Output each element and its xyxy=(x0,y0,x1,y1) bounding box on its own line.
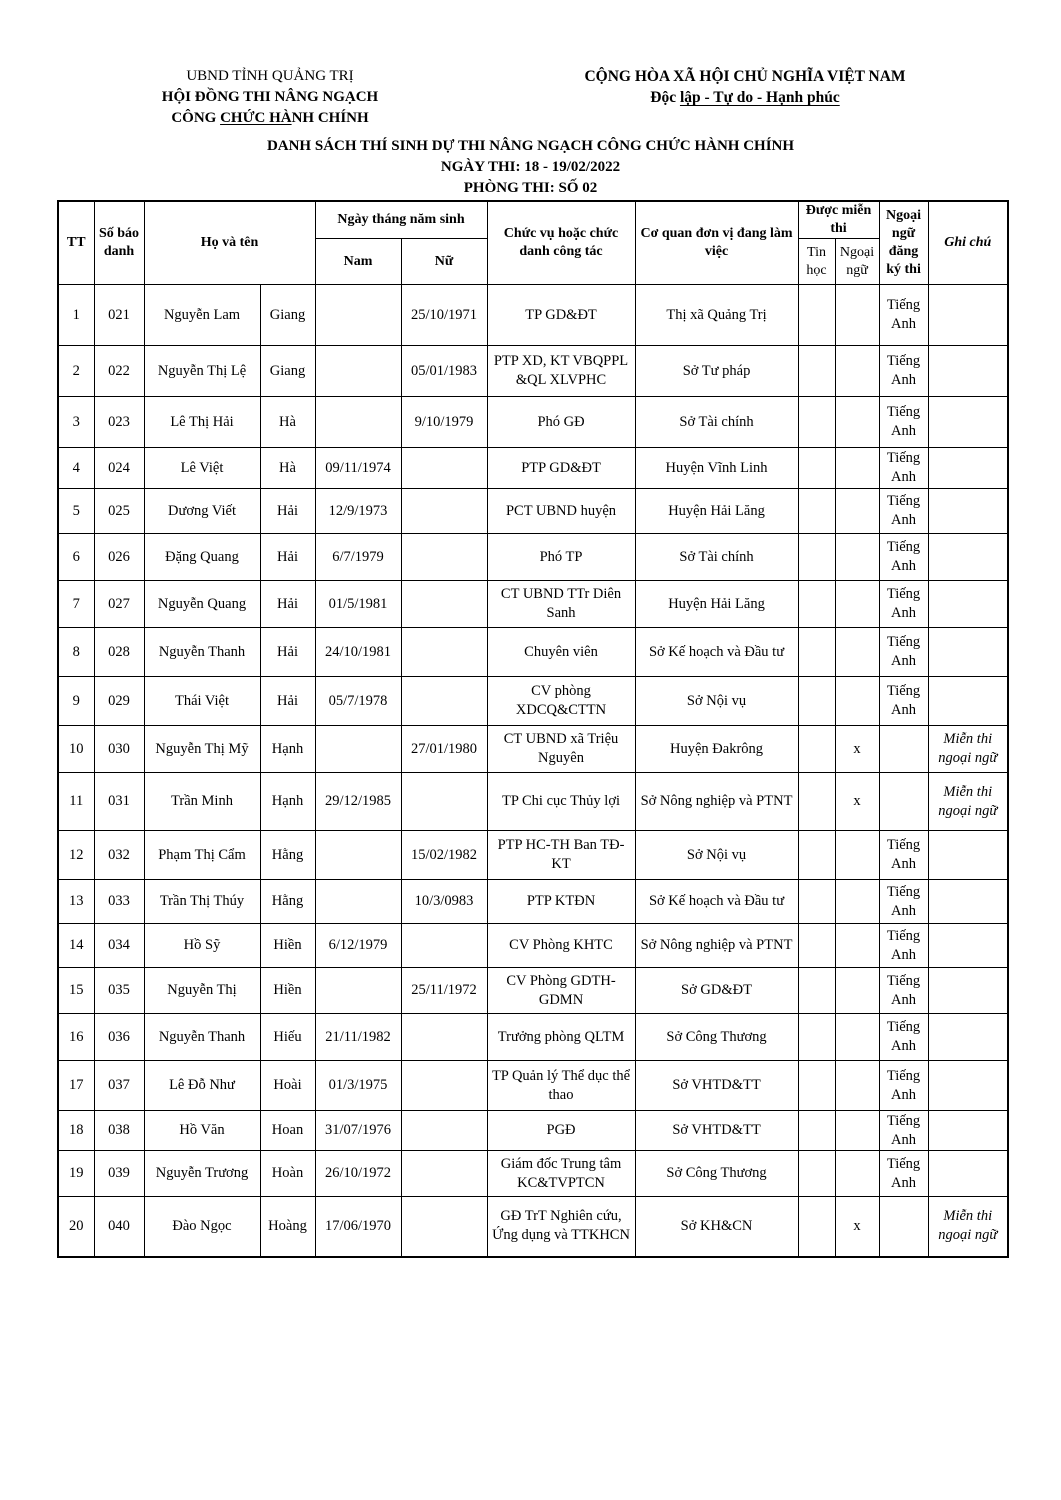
row-number: 13 xyxy=(58,880,94,924)
nation-line-2-underlined: lập - Tự do - Hạnh phúc xyxy=(679,89,840,106)
exempt-it xyxy=(798,1111,835,1151)
row-number: 6 xyxy=(58,534,94,581)
dob-female xyxy=(401,677,487,726)
candidate-number: 026 xyxy=(94,534,144,581)
agency: Thị xã Quảng Trị xyxy=(635,285,798,346)
exempt-lang xyxy=(835,534,879,581)
exempt-it xyxy=(798,397,835,448)
row-number: 18 xyxy=(58,1111,94,1151)
candidate-given-name: Hiền xyxy=(260,968,315,1014)
row-number: 5 xyxy=(58,489,94,534)
agency: Huyện Vĩnh Linh xyxy=(635,448,798,489)
col-name: Họ và tên xyxy=(144,201,315,285)
table-row xyxy=(58,489,1008,534)
col-lang-reg: Ngoại ngữ đăng ký thi xyxy=(879,201,928,285)
position: PCT UBND huyện xyxy=(487,489,635,534)
position: Phó TP xyxy=(487,534,635,581)
exempt-lang xyxy=(835,489,879,534)
lang-registered: Tiếng Anh xyxy=(879,534,928,581)
exempt-it xyxy=(798,1014,835,1061)
dob-male: 01/5/1981 xyxy=(315,581,401,628)
position: CT UBND xã Triệu Nguyên xyxy=(487,726,635,773)
exempt-lang: x xyxy=(835,773,879,831)
lang-registered: Tiếng Anh xyxy=(879,924,928,968)
table-row xyxy=(58,1197,1008,1257)
exempt-it xyxy=(798,924,835,968)
dob-male xyxy=(315,285,401,346)
dob-female: 15/02/1982 xyxy=(401,831,487,880)
candidate-name: Đào Ngọc xyxy=(144,1197,260,1257)
agency: Huyện Đakrông xyxy=(635,726,798,773)
candidate-number: 028 xyxy=(94,628,144,677)
lang-registered: Tiếng Anh xyxy=(879,448,928,489)
lang-registered: Tiếng Anh xyxy=(879,880,928,924)
position: Chuyên viên xyxy=(487,628,635,677)
position: Trưởng phòng QLTM xyxy=(487,1014,635,1061)
exempt-lang: x xyxy=(835,1197,879,1257)
exempt-it xyxy=(798,968,835,1014)
lang-registered: Tiếng Anh xyxy=(879,581,928,628)
lang-registered: Tiếng Anh xyxy=(879,628,928,677)
org-line-3-underlined: CHỨC HÀ xyxy=(220,110,292,126)
position: CV Phòng KHTC xyxy=(487,924,635,968)
dob-male xyxy=(315,346,401,397)
candidate-number: 037 xyxy=(94,1061,144,1111)
agency: Sở Công Thương xyxy=(635,1151,798,1197)
exempt-lang xyxy=(835,346,879,397)
agency: Huyện Hải Lăng xyxy=(635,581,798,628)
candidate-given-name: Hạnh xyxy=(260,773,315,831)
note xyxy=(928,534,1008,581)
table-row xyxy=(58,924,1008,968)
agency: Sở Tài chính xyxy=(635,397,798,448)
lang-registered: Tiếng Anh xyxy=(879,1061,928,1111)
position: PTP GD&ĐT xyxy=(487,448,635,489)
table-row xyxy=(58,448,1008,489)
agency: Sở Nội vụ xyxy=(635,831,798,880)
exempt-it xyxy=(798,677,835,726)
row-number: 20 xyxy=(58,1197,94,1257)
candidate-name: Nguyễn Thanh xyxy=(144,628,260,677)
note xyxy=(928,448,1008,489)
row-number: 12 xyxy=(58,831,94,880)
row-number: 19 xyxy=(58,1151,94,1197)
agency: Sở VHTD&TT xyxy=(635,1061,798,1111)
org-line-3-pre: CÔNG xyxy=(171,110,221,126)
table-row xyxy=(58,968,1008,1014)
candidate-number: 022 xyxy=(94,346,144,397)
exempt-it xyxy=(798,880,835,924)
exam-room: PHÒNG THI: SỐ 02 xyxy=(463,180,598,196)
lang-registered: Tiếng Anh xyxy=(879,1151,928,1197)
candidate-number: 032 xyxy=(94,831,144,880)
candidate-number: 033 xyxy=(94,880,144,924)
exempt-lang xyxy=(835,968,879,1014)
dob-female xyxy=(401,1197,487,1257)
row-number: 15 xyxy=(58,968,94,1014)
dob-male: 12/9/1973 xyxy=(315,489,401,534)
dob-male: 17/06/1970 xyxy=(315,1197,401,1257)
candidate-number: 038 xyxy=(94,1111,144,1151)
exempt-lang xyxy=(835,397,879,448)
row-number: 1 xyxy=(58,285,94,346)
note: Miễn thi ngoại ngữ xyxy=(928,1197,1008,1257)
position: CT UBND TTr Diên Sanh xyxy=(487,581,635,628)
col-exempt-it: Tin học xyxy=(798,239,835,285)
candidate-name: Lê Thị Hải xyxy=(144,397,260,448)
candidate-name: Nguyễn Lam xyxy=(144,285,260,346)
exempt-lang xyxy=(835,1151,879,1197)
candidate-number: 024 xyxy=(94,448,144,489)
candidate-name: Đặng Quang xyxy=(144,534,260,581)
exempt-it xyxy=(798,448,835,489)
agency: Sở Kế hoạch và Đầu tư xyxy=(635,628,798,677)
candidate-given-name: Hoàng xyxy=(260,1197,315,1257)
dob-female: 9/10/1979 xyxy=(401,397,487,448)
table-row xyxy=(58,677,1008,726)
candidate-table xyxy=(57,200,1009,1258)
dob-male xyxy=(315,880,401,924)
lang-registered: Tiếng Anh xyxy=(879,968,928,1014)
col-exempt: Được miễn thi xyxy=(798,201,879,239)
candidate-name: Thái Việt xyxy=(144,677,260,726)
exempt-lang xyxy=(835,1061,879,1111)
agency: Sở Tư pháp xyxy=(635,346,798,397)
agency: Sở GD&ĐT xyxy=(635,968,798,1014)
col-sbd: Số báo danh xyxy=(94,201,144,285)
lang-registered: Tiếng Anh xyxy=(879,831,928,880)
candidate-number: 021 xyxy=(94,285,144,346)
candidate-name: Nguyễn Thị Lệ xyxy=(144,346,260,397)
dob-male: 09/11/1974 xyxy=(315,448,401,489)
exempt-lang xyxy=(835,677,879,726)
exam-date: NGÀY THI: 18 - 19/02/2022 xyxy=(440,159,621,175)
note xyxy=(928,489,1008,534)
note xyxy=(928,924,1008,968)
candidate-given-name: Hải xyxy=(260,628,315,677)
national-motto xyxy=(560,66,930,108)
dob-female xyxy=(401,1061,487,1111)
row-number: 4 xyxy=(58,448,94,489)
exempt-it xyxy=(798,489,835,534)
note: Miễn thi ngoại ngữ xyxy=(928,773,1008,831)
exempt-lang xyxy=(835,1111,879,1151)
position: TP Quản lý Thể dục thể thao xyxy=(487,1061,635,1111)
org-line-1: UBND TỈNH QUẢNG TRỊ xyxy=(186,68,354,84)
agency: Sở Nông nghiệp và PTNT xyxy=(635,924,798,968)
document-title: DANH SÁCH THÍ SINH DỰ THI NÂNG NGẠCH CÔNG CHỨC HÀNH CHÍNH xyxy=(266,138,795,154)
agency: Sở Công Thương xyxy=(635,1014,798,1061)
note: Miễn thi ngoại ngữ xyxy=(928,726,1008,773)
candidate-name: Nguyễn Thanh xyxy=(144,1014,260,1061)
col-tt: TT xyxy=(58,201,94,285)
dob-female xyxy=(401,924,487,968)
lang-registered xyxy=(879,1197,928,1257)
candidate-given-name: Giang xyxy=(260,285,315,346)
dob-female: 25/11/1972 xyxy=(401,968,487,1014)
candidate-given-name: Giang xyxy=(260,346,315,397)
note xyxy=(928,581,1008,628)
position: GĐ TrT Nghiên cứu, Ứng dụng và TTKHCN xyxy=(487,1197,635,1257)
position: PGĐ xyxy=(487,1111,635,1151)
candidate-name: Hồ Sỹ xyxy=(144,924,260,968)
candidate-number: 036 xyxy=(94,1014,144,1061)
position: Phó GĐ xyxy=(487,397,635,448)
exempt-it xyxy=(798,628,835,677)
dob-female xyxy=(401,489,487,534)
dob-female xyxy=(401,628,487,677)
nation-line-2 xyxy=(560,87,930,108)
col-exempt-lang: Ngoại ngữ xyxy=(835,239,879,285)
lang-registered xyxy=(879,773,928,831)
table-row xyxy=(58,773,1008,831)
exempt-lang xyxy=(835,924,879,968)
org-line-2: HỘI ĐỒNG THI NÂNG NGẠCH xyxy=(161,89,379,105)
candidate-number: 040 xyxy=(94,1197,144,1257)
candidate-given-name: Hiếu xyxy=(260,1014,315,1061)
agency: Sở Nội vụ xyxy=(635,677,798,726)
lang-registered: Tiếng Anh xyxy=(879,1111,928,1151)
candidate-given-name: Hải xyxy=(260,534,315,581)
position: CV Phòng GDTH-GDMN xyxy=(487,968,635,1014)
note xyxy=(928,1151,1008,1197)
candidate-name: Nguyễn Trương xyxy=(144,1151,260,1197)
exempt-it xyxy=(798,773,835,831)
candidate-given-name: Hằng xyxy=(260,831,315,880)
row-number: 3 xyxy=(58,397,94,448)
candidate-number: 039 xyxy=(94,1151,144,1197)
row-number: 10 xyxy=(58,726,94,773)
lang-registered: Tiếng Anh xyxy=(879,397,928,448)
table-row xyxy=(58,346,1008,397)
candidate-name: Trần Thị Thúy xyxy=(144,880,260,924)
candidate-given-name: Hà xyxy=(260,448,315,489)
candidate-name: Nguyễn Quang xyxy=(144,581,260,628)
candidate-number: 027 xyxy=(94,581,144,628)
exempt-lang xyxy=(835,581,879,628)
position: TP GD&ĐT xyxy=(487,285,635,346)
candidate-given-name: Hạnh xyxy=(260,726,315,773)
row-number: 17 xyxy=(58,1061,94,1111)
table-row xyxy=(58,397,1008,448)
lang-registered: Tiếng Anh xyxy=(879,346,928,397)
candidate-rows xyxy=(58,285,1008,1257)
note xyxy=(928,285,1008,346)
candidate-name: Nguyễn Thị Mỹ xyxy=(144,726,260,773)
dob-female xyxy=(401,773,487,831)
dob-male: 05/7/1978 xyxy=(315,677,401,726)
position: PTP KTĐN xyxy=(487,880,635,924)
col-note: Ghi chú xyxy=(928,201,1008,285)
position: Giám đốc Trung tâm KC&TVPTCN xyxy=(487,1151,635,1197)
exempt-it xyxy=(798,1061,835,1111)
candidate-name: Phạm Thị Cẩm xyxy=(144,831,260,880)
exempt-it xyxy=(798,285,835,346)
dob-male: 6/7/1979 xyxy=(315,534,401,581)
lang-registered: Tiếng Anh xyxy=(879,677,928,726)
table-row xyxy=(58,1111,1008,1151)
table-row xyxy=(58,1061,1008,1111)
table-row xyxy=(58,581,1008,628)
agency: Sở Kế hoạch và Đầu tư xyxy=(635,880,798,924)
dob-male xyxy=(315,968,401,1014)
row-number: 2 xyxy=(58,346,94,397)
note xyxy=(928,397,1008,448)
candidate-number: 031 xyxy=(94,773,144,831)
dob-female: 05/01/1983 xyxy=(401,346,487,397)
row-number: 14 xyxy=(58,924,94,968)
col-position: Chức vụ hoặc chức danh công tác xyxy=(487,201,635,285)
nation-line-1: CỘNG HÒA XÃ HỘI CHỦ NGHĨA VIỆT NAM xyxy=(584,68,906,85)
table-row xyxy=(58,880,1008,924)
row-number: 7 xyxy=(58,581,94,628)
position: PTP HC-TH Ban TĐ-KT xyxy=(487,831,635,880)
dob-male: 26/10/1972 xyxy=(315,1151,401,1197)
dob-male xyxy=(315,831,401,880)
exempt-it xyxy=(798,581,835,628)
exempt-it xyxy=(798,346,835,397)
candidate-given-name: Hằng xyxy=(260,880,315,924)
note xyxy=(928,628,1008,677)
position: PTP XD, KT VBQPPL &QL XLVPHC xyxy=(487,346,635,397)
dob-female xyxy=(401,534,487,581)
candidate-given-name: Hà xyxy=(260,397,315,448)
candidate-name: Lê Việt xyxy=(144,448,260,489)
dob-female xyxy=(401,1111,487,1151)
exempt-lang xyxy=(835,831,879,880)
nation-line-2-pre: Độc xyxy=(650,89,680,106)
org-line-3-post: NH CHÍNH xyxy=(291,110,369,126)
candidate-given-name: Hải xyxy=(260,677,315,726)
dob-female xyxy=(401,448,487,489)
agency: Sở Nông nghiệp và PTNT xyxy=(635,773,798,831)
dob-male: 6/12/1979 xyxy=(315,924,401,968)
candidate-given-name: Hải xyxy=(260,489,315,534)
candidate-given-name: Hải xyxy=(260,581,315,628)
exempt-it xyxy=(798,726,835,773)
candidate-given-name: Hoàn xyxy=(260,1151,315,1197)
exempt-lang xyxy=(835,1014,879,1061)
agency: Sở KH&CN xyxy=(635,1197,798,1257)
table-row xyxy=(58,831,1008,880)
note xyxy=(928,1014,1008,1061)
exempt-lang xyxy=(835,628,879,677)
candidate-name: Lê Đỗ Như xyxy=(144,1061,260,1111)
dob-female: 10/3/0983 xyxy=(401,880,487,924)
note xyxy=(928,1061,1008,1111)
candidate-name: Nguyễn Thị xyxy=(144,968,260,1014)
col-male: Nam xyxy=(315,239,401,285)
exempt-lang: x xyxy=(835,726,879,773)
exempt-lang xyxy=(835,880,879,924)
note xyxy=(928,880,1008,924)
dob-male: 24/10/1981 xyxy=(315,628,401,677)
org-line-3 xyxy=(150,108,390,129)
dob-female xyxy=(401,1014,487,1061)
agency: Huyện Hải Lăng xyxy=(635,489,798,534)
candidate-number: 034 xyxy=(94,924,144,968)
position: TP Chi cục Thủy lợi xyxy=(487,773,635,831)
exempt-it xyxy=(798,1151,835,1197)
candidate-given-name: Hoan xyxy=(260,1111,315,1151)
agency: Sở Tài chính xyxy=(635,534,798,581)
row-number: 9 xyxy=(58,677,94,726)
col-agency: Cơ quan đơn vị đang làm việc xyxy=(635,201,798,285)
candidate-name: Hồ Văn xyxy=(144,1111,260,1151)
exempt-lang xyxy=(835,448,879,489)
lang-registered: Tiếng Anh xyxy=(879,489,928,534)
note xyxy=(928,677,1008,726)
candidate-number: 025 xyxy=(94,489,144,534)
candidate-number: 023 xyxy=(94,397,144,448)
dob-female: 25/10/1971 xyxy=(401,285,487,346)
dob-male: 29/12/1985 xyxy=(315,773,401,831)
note xyxy=(928,968,1008,1014)
exempt-lang xyxy=(835,285,879,346)
dob-female xyxy=(401,581,487,628)
candidate-number: 030 xyxy=(94,726,144,773)
dob-male: 21/11/1982 xyxy=(315,1014,401,1061)
row-number: 16 xyxy=(58,1014,94,1061)
row-number: 11 xyxy=(58,773,94,831)
dob-female xyxy=(401,1151,487,1197)
lang-registered xyxy=(879,726,928,773)
candidate-number: 035 xyxy=(94,968,144,1014)
exempt-it xyxy=(798,534,835,581)
dob-male: 01/3/1975 xyxy=(315,1061,401,1111)
exempt-it xyxy=(798,1197,835,1257)
col-dob: Ngày tháng năm sinh xyxy=(315,201,487,239)
note xyxy=(928,831,1008,880)
candidate-given-name: Hoài xyxy=(260,1061,315,1111)
candidate-name: Dương Viết xyxy=(144,489,260,534)
candidate-number: 029 xyxy=(94,677,144,726)
dob-male: 31/07/1976 xyxy=(315,1111,401,1151)
position: CV phòng XDCQ&CTTN xyxy=(487,677,635,726)
table-row xyxy=(58,534,1008,581)
lang-registered: Tiếng Anh xyxy=(879,285,928,346)
table-row xyxy=(58,1014,1008,1061)
table-row xyxy=(58,1151,1008,1197)
note xyxy=(928,1111,1008,1151)
agency: Sở VHTD&TT xyxy=(635,1111,798,1151)
row-number: 8 xyxy=(58,628,94,677)
dob-female: 27/01/1980 xyxy=(401,726,487,773)
candidate-name: Trần Minh xyxy=(144,773,260,831)
table-row xyxy=(58,628,1008,677)
dob-male xyxy=(315,397,401,448)
issuing-authority xyxy=(150,66,390,129)
exempt-it xyxy=(798,831,835,880)
col-female: Nữ xyxy=(401,239,487,285)
lang-registered: Tiếng Anh xyxy=(879,1014,928,1061)
table-row xyxy=(58,285,1008,346)
note xyxy=(928,346,1008,397)
table-row xyxy=(58,726,1008,773)
dob-male xyxy=(315,726,401,773)
candidate-given-name: Hiền xyxy=(260,924,315,968)
